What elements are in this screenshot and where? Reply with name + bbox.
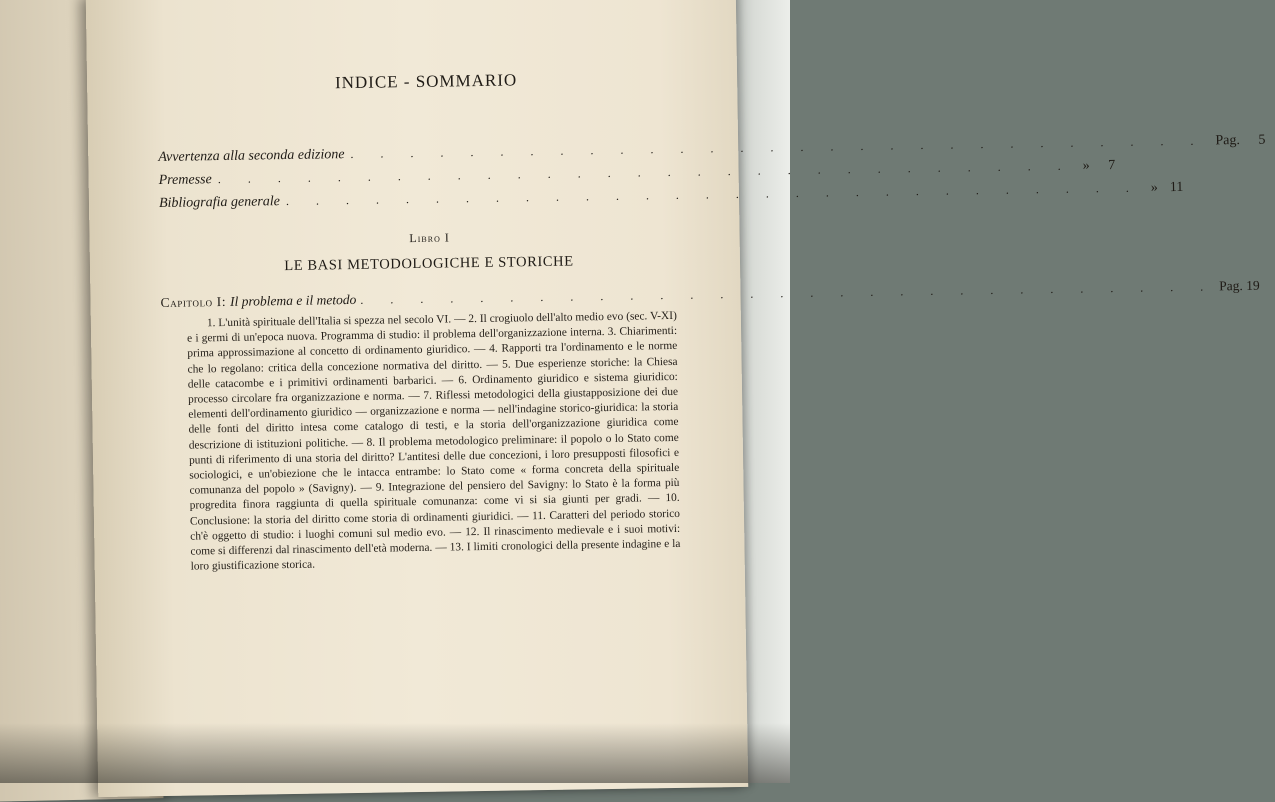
toc-entry-title: Avvertenza alla seconda edizione xyxy=(158,147,345,166)
dot-leader: . . . . . . . . . . . . . . . . . . . . . . . . . . . . . xyxy=(350,133,1206,162)
book-title: LE BASI METODOLOGICHE E STORICHE xyxy=(284,253,574,275)
toc-page-ref xyxy=(1219,278,1260,295)
page-label: » xyxy=(1150,180,1158,196)
page-content xyxy=(157,68,1266,576)
page-number: 7 xyxy=(1108,158,1116,174)
page-number: 5 xyxy=(1258,132,1266,148)
toc-page-ref xyxy=(1215,133,1265,150)
dot-leader: . . . . . . . . . . . . . . . . . . . . . . . . . . . . . xyxy=(285,180,1141,209)
chapter-label: Capitolo I: xyxy=(160,293,227,311)
page-number: 19 xyxy=(1246,277,1260,293)
dot-leader: . . . . . . . . . . . . . . . . . . . . . . . . . . . . . xyxy=(217,158,1073,187)
page-number: 11 xyxy=(1169,179,1184,196)
book-label: Libro I xyxy=(409,230,450,246)
chapter-summary: 1. L'unità spirituale dell'Italia si spezza nel secolo VI. — 2. Il crogiuolo dell'alto medio evo (sec. V-XI) e i germi di un'epoca nuova. Programma di studio: il problema dell'organizzazione interna. 3. Chiarimenti: prima approssimazione al concetto di ordinamento giuridico. — 4. Rapporti tra l'ordinamento e le norme che lo regolano: critica della concezione normativa del diritto. — 5. Due esperienze storiche: la Chiesa delle catacombe e i primitivi ordinamenti barbarici. — 6. Ordinamento giuridico e sistema giuridico: processo circolare fra organizzazione e norma. — 7. Riflessi metodologici della giustapposizione dei due elementi dell'ordinamento giuridico — organizzazione e norma — nell'indagine storico-giuridica: la storia delle fonti del diritto intesa come catalogo di testi, e la storia dell'organizzazione giuridica come descrizione di istituzioni politiche. — 8. Il problema metodologico preliminare: il popolo o lo Stato come punti di riferimento di una storia del diritto? L'antitesi delle due concezioni, i loro presupposti filosofici e sociologici, e un'obiezione che le intacca entrambe: lo Stato come « forma concreta della spirituale comunanza del popolo » (Savigny). — 9. Integrazione del pensiero del Savigny: lo Stato è la forma più progredita finora raggiunta di quella spirituale comunanza: come vi si sia giunti per gradi. — 10. Conclusione: la storia del diritto come storia di ordinamenti giuridici. — 11. Caratteri del periodo storico ch'è oggetto di studio: i luoghi comuni sul medio evo. — 12. Il rinascimento medievale e i suoi motivi: come si differenzi dal rinascimento dell'età moderna. — 13. I limiti cronologici della presente indagine e la loro giustificazione storica. xyxy=(187,309,681,573)
toc-page-ref xyxy=(1083,158,1116,175)
toc-page-ref xyxy=(1151,180,1184,197)
chapter-title: Il problema e il metodo xyxy=(229,291,357,309)
page-label: » xyxy=(1082,158,1090,174)
chapter-entry xyxy=(160,277,1260,311)
dot-leader: . . . . . . . . . . . . . . . . . . . . . . . . . . . . . xyxy=(360,279,1216,307)
toc-entry-title: Bibliografia generale xyxy=(158,194,281,212)
toc-entry-title: Premesse xyxy=(158,172,212,189)
page-title: INDICE - SOMMARIO xyxy=(334,70,518,93)
bottom-shadow xyxy=(0,723,790,783)
page-label: Pag. xyxy=(1219,278,1243,294)
book-page xyxy=(86,0,1266,797)
page-label: Pag. xyxy=(1215,133,1241,149)
